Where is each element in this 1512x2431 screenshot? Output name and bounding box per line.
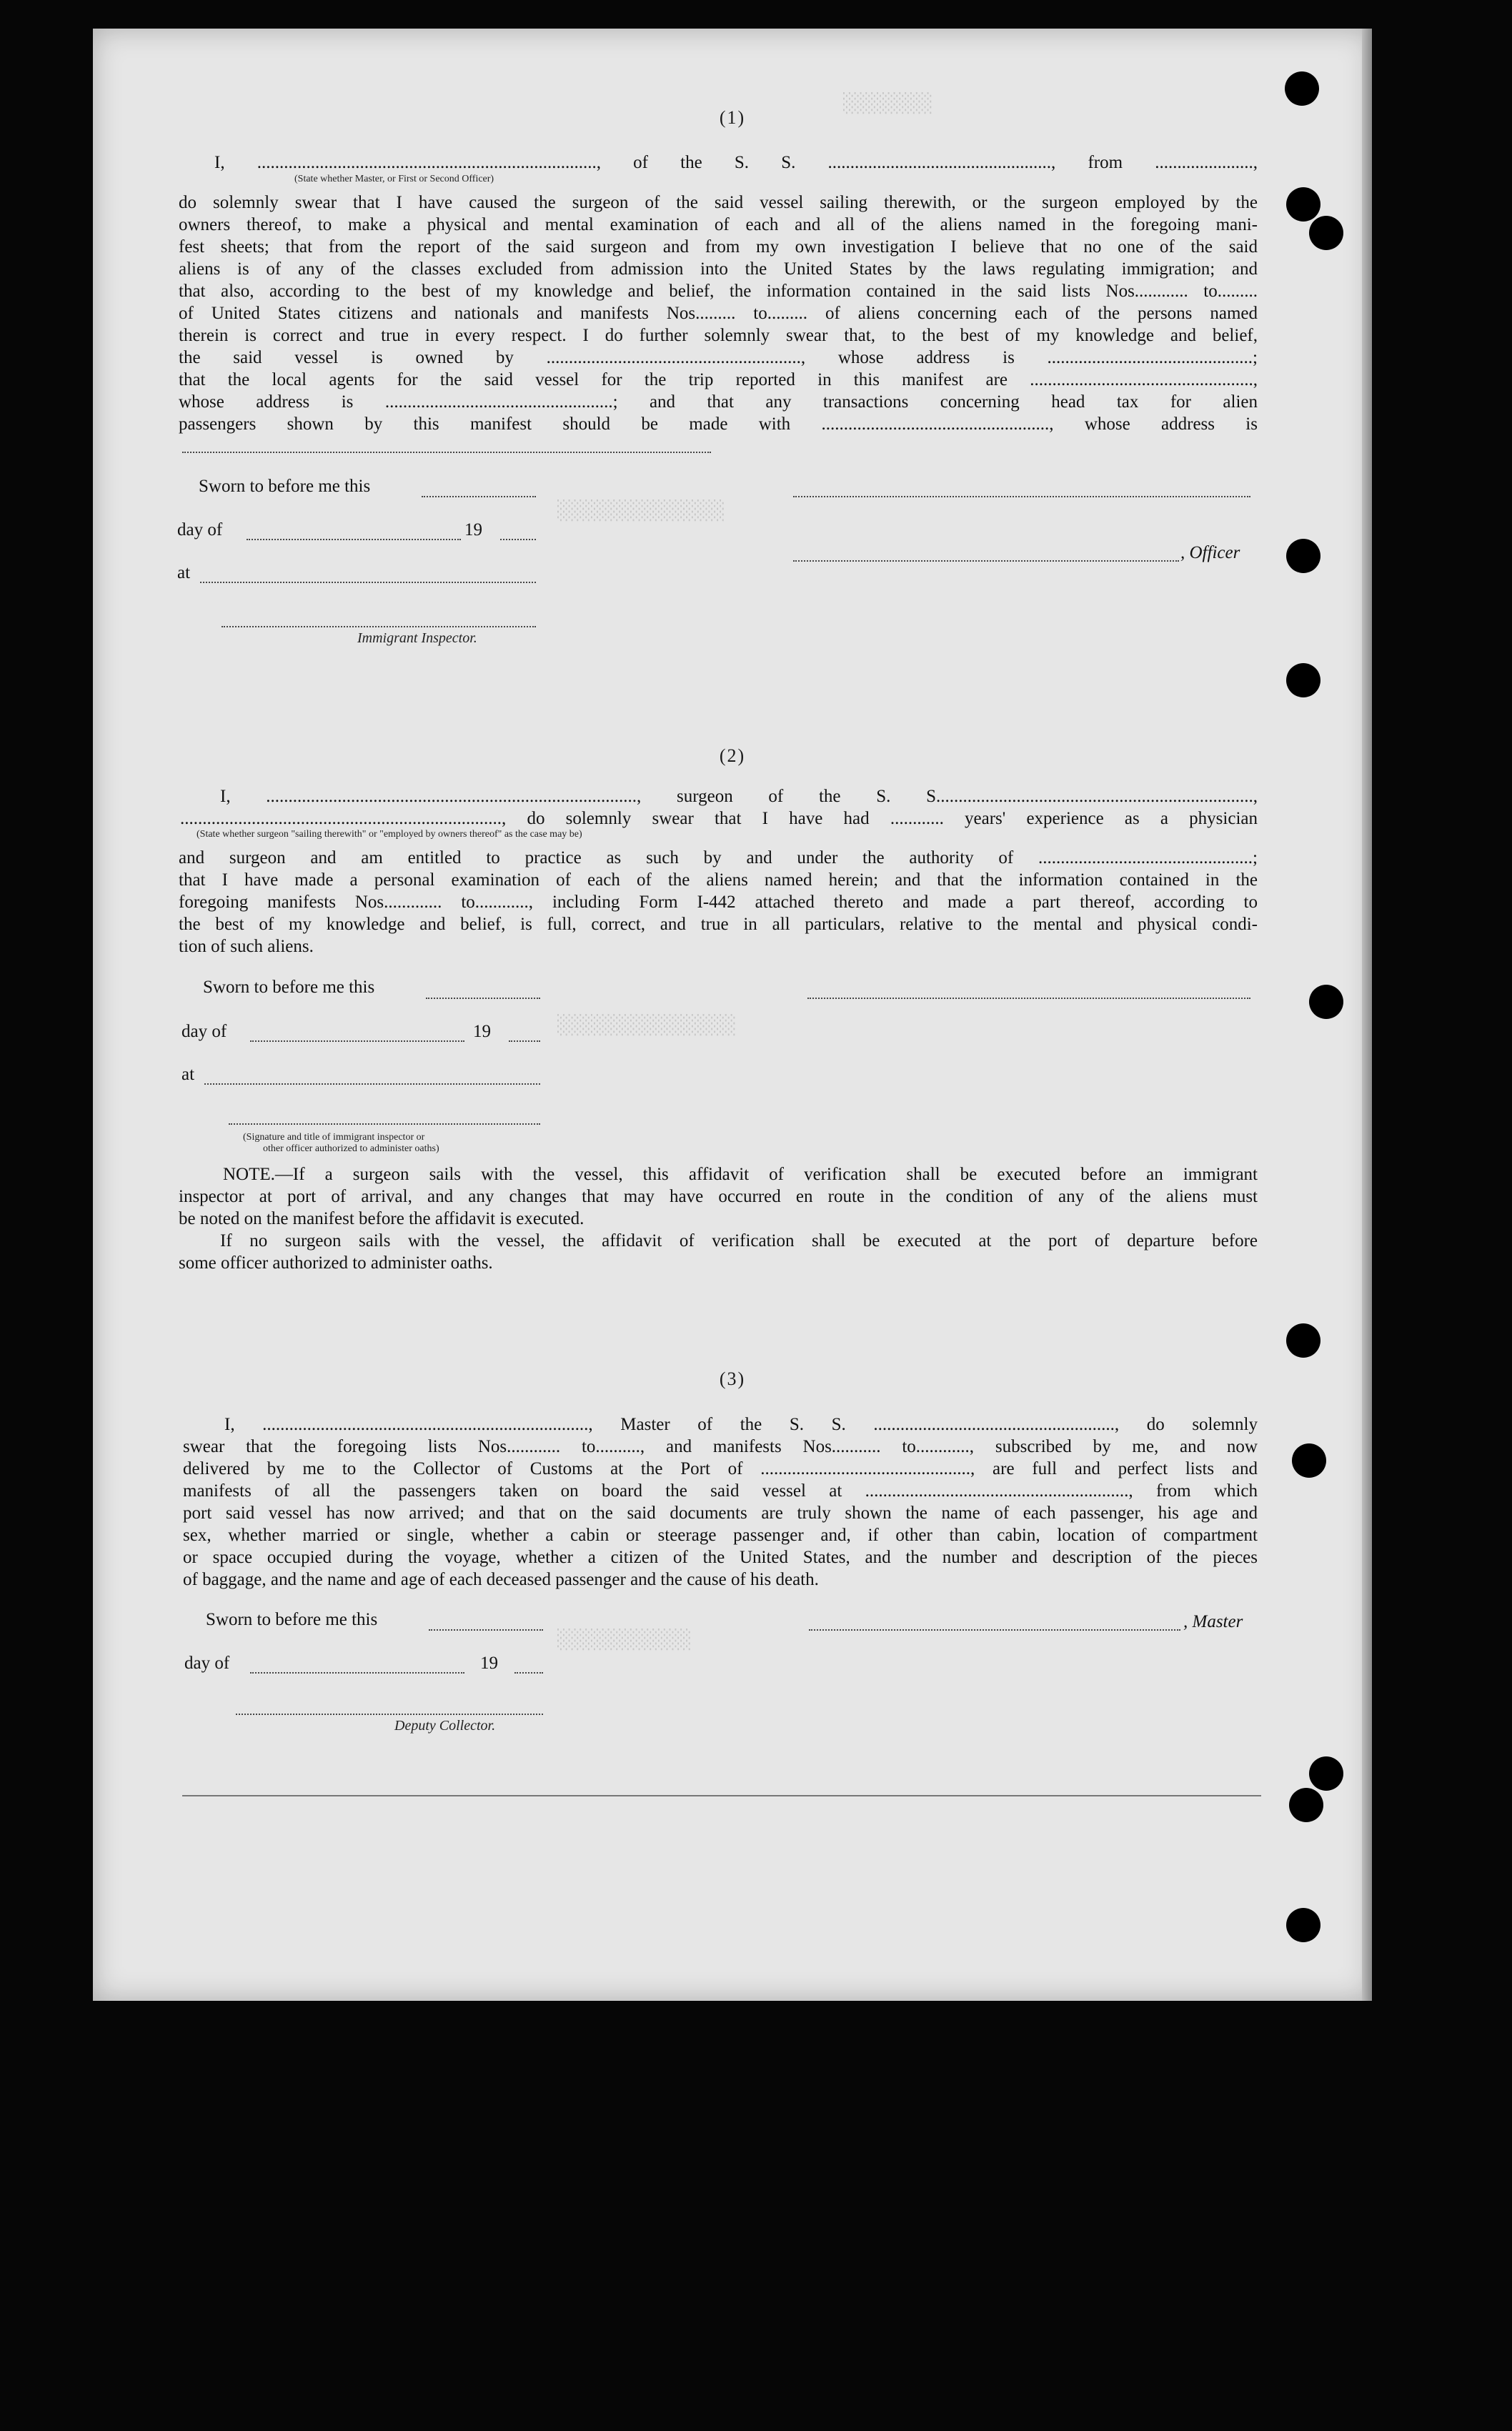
oath-line: owners thereof, to make a physical and mental examination of each and all of the aliens named in the foregoing mani- — [179, 215, 1258, 234]
signature-caption-2: other officer authorized to administer oaths) — [263, 1143, 439, 1154]
sworn-label: Sworn to before me this — [206, 1610, 378, 1629]
oath-line: do solemnly swear that I have caused the surgeon of the said vessel sailing therewith, or the surgeon employed by the — [179, 193, 1258, 212]
officer-signature-line — [793, 560, 1179, 562]
oath-line: swear that the foregoing lists Nos............ to.........., and manifests Nos........... to............, subscribed by me, and now — [183, 1437, 1258, 1456]
oath-line: that I have made a personal examination of each of the aliens named herein; and that the information contained in the — [179, 870, 1258, 890]
day-line — [247, 539, 461, 540]
year-prefix — [464, 520, 482, 540]
oath-line: whose address is ...................................................; and that any transactions concerning head tax for alien — [179, 392, 1258, 412]
section-2-caption: (State whether surgeon "sailing therewith" or "employed by owners thereof" as the case may be) — [197, 829, 582, 840]
oath-line: therein is correct and true in every respect. I do further solemnly swear that, to the best of my knowledge and belief, — [179, 326, 1258, 345]
section-1-caption: (State whether Master, or First or Second Officer) — [294, 174, 494, 184]
section-2-second-line: ........................................................................, do solemnly swear that I have had ............ years' experience as a physician — [180, 809, 1258, 828]
oath-line: of baggage, and the name and age of each deceased passenger and the cause of his death. — [183, 1570, 819, 1589]
collector-label: Deputy Collector. — [394, 1718, 496, 1734]
oath-line: foregoing manifests Nos............. to............, including Form I-442 attached thereto and made a part thereof, according to — [179, 893, 1258, 912]
sworn-label: Sworn to before me this — [199, 477, 371, 496]
note-line: be noted on the manifest before the affidavit is executed. — [179, 1209, 585, 1228]
year-line — [509, 1040, 540, 1042]
signature-caption-1: (Signature and title of immigrant inspector or — [243, 1132, 425, 1143]
binding-hole — [1286, 187, 1320, 222]
oath-line: sex, whether married or single, whether a cabin or steerage passenger and, if other than cabin, location of compartment — [183, 1526, 1258, 1545]
day-of-label: day of — [181, 1022, 227, 1041]
oath-line: that also, according to the best of my knowledge and belief, the information contained in the said lists Nos............ to......... — [179, 282, 1258, 301]
section-3-heading: (3) — [719, 1368, 746, 1389]
officer-label: , Officer — [1180, 543, 1240, 562]
oath-line: I, ........................................................................., Master of the S. S. ......................................................, do solemnly — [224, 1415, 1258, 1434]
master-signature-line — [809, 1629, 1180, 1631]
at-line — [200, 582, 536, 583]
note-line: NOTE.—If a surgeon sails with the vessel, this affidavit of verification shall be executed before an immigrant — [223, 1165, 1258, 1184]
bottom-rule — [182, 1795, 1261, 1796]
inspector-signature-line — [229, 1123, 540, 1125]
binding-hole — [1285, 71, 1319, 106]
master-label: , Master — [1183, 1612, 1243, 1631]
section-2-heading: (2) — [719, 745, 746, 766]
day-line — [250, 1672, 464, 1674]
day-of-label: day of — [177, 520, 223, 540]
section-1-heading: (1) — [719, 107, 746, 128]
oath-line: or space occupied during the voyage, whether a citizen of the United States, and the number and description of the pieces — [183, 1548, 1258, 1567]
note-line: some officer authorized to administer oaths. — [179, 1253, 493, 1273]
officer-name-line — [793, 496, 1250, 497]
bleed-through-text: ░░░░░░░░░░░░░░░ — [557, 500, 725, 522]
oath-line: manifests of all the passengers taken on board the said vessel at ..........................................................., from which — [183, 1481, 1258, 1501]
oath-line: delivered by me to the Collector of Customs at the Port of ..............................................., are full and perfect lists and — [183, 1459, 1258, 1478]
binding-hole — [1286, 539, 1320, 573]
oath-line: port said vessel has now arrived; and that on the said documents are truly shown the name of each passenger, his age and — [183, 1503, 1258, 1523]
bleed-through-text: ░░░░░░░░ — [843, 93, 933, 114]
collector-signature-line — [236, 1714, 543, 1715]
at-label: at — [181, 1065, 195, 1084]
section-1-first-line: I, ............................................................................, of the S. S. .................................................., from ......................, — [214, 153, 1258, 172]
at-line — [204, 1083, 540, 1085]
year-label: 19 — [464, 520, 482, 540]
year-prefix — [473, 1022, 491, 1042]
oath-line: the best of my knowledge and belief, is full, correct, and true in all particulars, relative to the mental and physical condi- — [179, 915, 1258, 934]
binding-hole — [1289, 1788, 1323, 1822]
bleed-through-text: ░░░░░░░░░░░░░░░░ — [557, 1015, 737, 1036]
oath-line: fest sheets; that from the report of the said surgeon and from my own investigation I believe that no one of the said — [179, 237, 1258, 257]
section-2-first-line: I, ..................................................................................., surgeon of the S. S......................................................................., — [220, 787, 1258, 806]
binding-hole — [1286, 1908, 1320, 1942]
oath-line: tion of such aliens. — [179, 937, 314, 956]
day-line — [250, 1040, 464, 1042]
oath-line: aliens is of any of the classes excluded from admission into the United States by the laws regulating immigration; and — [179, 259, 1258, 279]
sworn-date-line — [422, 496, 536, 497]
oath-line: of United States citizens and nationals and manifests Nos......... to......... of aliens concerning each of the persons named — [179, 304, 1258, 323]
year-line — [500, 539, 536, 540]
day-of-label: day of — [184, 1654, 230, 1673]
binding-hole — [1292, 1443, 1326, 1478]
sworn-label: Sworn to before me this — [203, 978, 375, 997]
binding-hole — [1309, 1756, 1343, 1791]
binding-hole — [1309, 985, 1343, 1019]
inspector-signature-line — [222, 626, 536, 627]
note-line: If no surgeon sails with the vessel, the affidavit of verification shall be executed at the port of departure before — [220, 1231, 1258, 1251]
inspector-label: Immigrant Inspector. — [357, 630, 477, 646]
at-label: at — [177, 563, 191, 582]
sworn-date-line — [429, 1629, 543, 1631]
binding-hole — [1286, 1323, 1320, 1358]
year-label: 19 — [480, 1654, 498, 1673]
oath-line: the said vessel is owned by ........................................................., whose address is ..............................................; — [179, 348, 1258, 367]
note-line: inspector at port of arrival, and any changes that may have occurred en route in the condition of any of the aliens must — [179, 1187, 1258, 1206]
bleed-through-text: ░░░░░░░░░░░░ — [557, 1629, 692, 1651]
oath-line: passengers shown by this manifest should be made with ..................................................., whose address is — [179, 414, 1258, 434]
page-edge — [1362, 29, 1372, 2001]
year-line — [514, 1672, 543, 1674]
year-prefix — [480, 1654, 498, 1674]
sworn-date-line — [426, 998, 540, 999]
year-label: 19 — [473, 1022, 491, 1041]
address-line — [182, 452, 711, 453]
binding-hole — [1286, 663, 1320, 697]
binding-hole — [1309, 216, 1343, 250]
oath-line: that the local agents for the said vessel for the trip reported in this manifest are .................................................., — [179, 370, 1258, 389]
surgeon-signature-line — [807, 998, 1250, 999]
oath-line: and surgeon and am entitled to practice as such by and under the authority of ................................................; — [179, 848, 1258, 867]
